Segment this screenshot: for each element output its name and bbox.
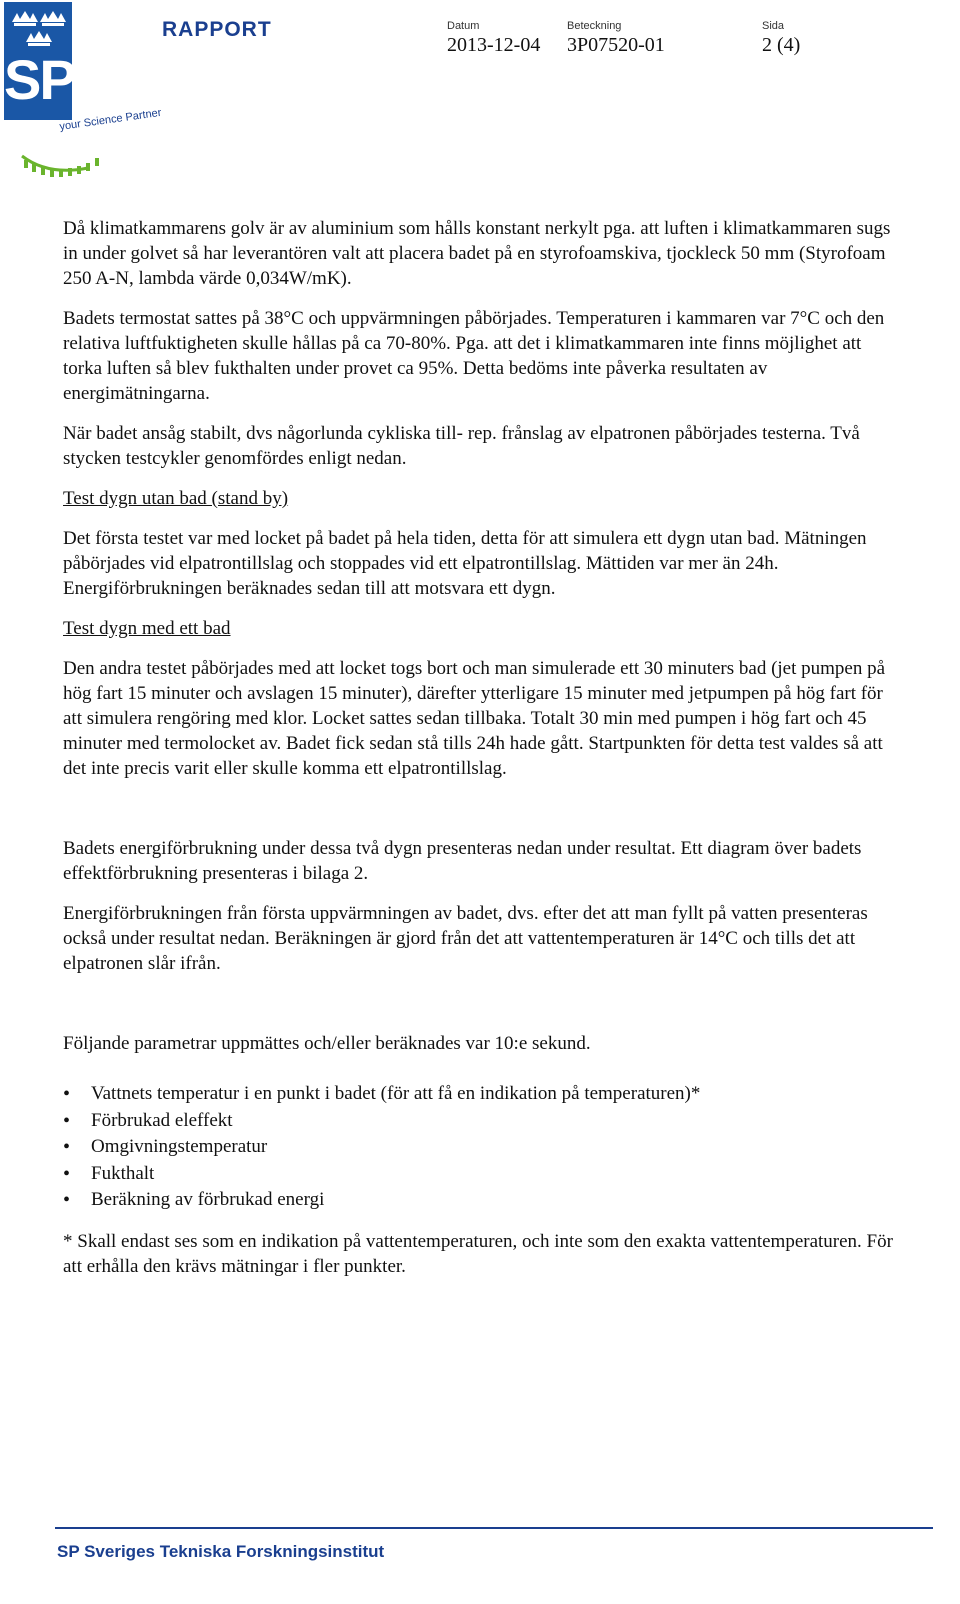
document-body <box>63 216 903 1279</box>
designation-value: 3P07520-01 <box>567 34 665 56</box>
paragraph-thermostat: Badets termostat sattes på 38°C och uppvärmningen påbörjades. Temperaturen i kammaren var 7°C och den relativa luftfuktigheten skulle hållas på ca 70-80%. Pga. att det i klimatkammaren inte finns möjlighet att torka luften så blev fukthalten under provet ca 95%. Detta bedöms inte påverka resultaten av energimätningarna. <box>63 308 885 404</box>
footnote: * Skall endast ses som en indikation på vattentemperaturen, och inte som den exakta vattentemperaturen. För att erhålla den krävs mätningar i fler punkter. <box>63 1230 893 1277</box>
footer-divider <box>55 1527 933 1529</box>
paragraph-bath-test: Den andra testet påbörjades med att locket togs bort och man simulerade ett 30 minuters bad (jet pumpen på hög fart 15 minuter och avslagen 15 minuter), därefter ytterligare 15 minuter med jetpumpen på hög fart för att simulera rengöring med klor. Locket sattes sedan tillbaka. Totalt 30 min med pumpen i hög fart och 45 minuter med termolocket av. Badet fick sedan stå tills 24h hade gått. Startpunkten för detta test valdes så att det inte precis varit eller skulle komma ett elpatrontillslag. <box>63 658 886 779</box>
paragraph-stable: När badet ansåg stabilt, dvs någorlunda cykliska till- rep. frånslag av elpatronen påbörjades testerna. Två stycken testcykler genomfördes enligt nedan. <box>63 423 860 469</box>
paragraph-floor: Då klimatkammarens golv är av aluminium som hålls konstant nerkylt pga. att luften i klimatkammaren sugs in under golvet så har leverantören valt att placera badet på en styrofoamskiva, tjockleck 50 mm (Styrofoam 250 A-N, lambda värde 0,034W/mK). <box>63 218 891 289</box>
footer-institute: SP Sveriges Tekniska Forskningsinstitut <box>57 1542 385 1561</box>
tagline-text: your Science Partner <box>58 106 163 133</box>
designation-label: Beteckning <box>567 20 622 32</box>
list-item: • Omgivningstemperatur <box>63 1134 903 1161</box>
science-partner-tagline <box>18 96 163 178</box>
list-item: • Beräkning av förbrukad energi <box>63 1187 903 1214</box>
crowns-icon <box>10 8 68 48</box>
date-label: Datum <box>447 20 480 32</box>
list-item: • Vattnets temperatur i en punkt i badet (för att få en indikation på temperaturen)* <box>63 1081 903 1108</box>
list-item: • Förbrukad eleffekt <box>63 1108 903 1135</box>
page-number: 2 (4) <box>762 34 801 56</box>
paragraph-standby-test: Det första testet var med locket på badet på hela tiden, detta för att simulera ett dygn utan bad. Mätningen påbörjades vid elpatrontillslag och stoppades vid ett elpatrontillslag. Mättiden var mer än 24h. Energiförbrukningen beräknades sedan till att motsvara ett dygn. <box>63 528 867 599</box>
paragraph-energy-results: Badets energiförbrukning under dessa två dygn presenteras nedan under resultat. Ett diagram över badets effektförbrukning presenteras i bilaga 2. <box>63 838 862 884</box>
paragraph-first-heating: Energiförbrukningen från första uppvärmningen av badet, dvs. efter det att man fyllt på vatten presenteras också under resultat nedan. Beräkningen är gjord från det att vattentemperaturen är 14°C och tills det att elpatronen slår ifrån. <box>63 903 868 974</box>
heading-bath-test: Test dygn med ett bad <box>63 618 231 639</box>
logo-sp-text: SP <box>4 48 75 111</box>
paragraph-parameters: Följande parametrar uppmättes och/eller beräknades var 10:e sekund. <box>63 1033 591 1054</box>
parameter-list <box>63 1081 903 1214</box>
page-label: Sida <box>762 20 785 32</box>
date-value: 2013-12-04 <box>447 34 541 56</box>
report-title: RAPPORT <box>162 18 272 41</box>
list-item: • Fukthalt <box>63 1161 903 1188</box>
heading-standby-test: Test dygn utan bad (stand by) <box>63 488 289 509</box>
